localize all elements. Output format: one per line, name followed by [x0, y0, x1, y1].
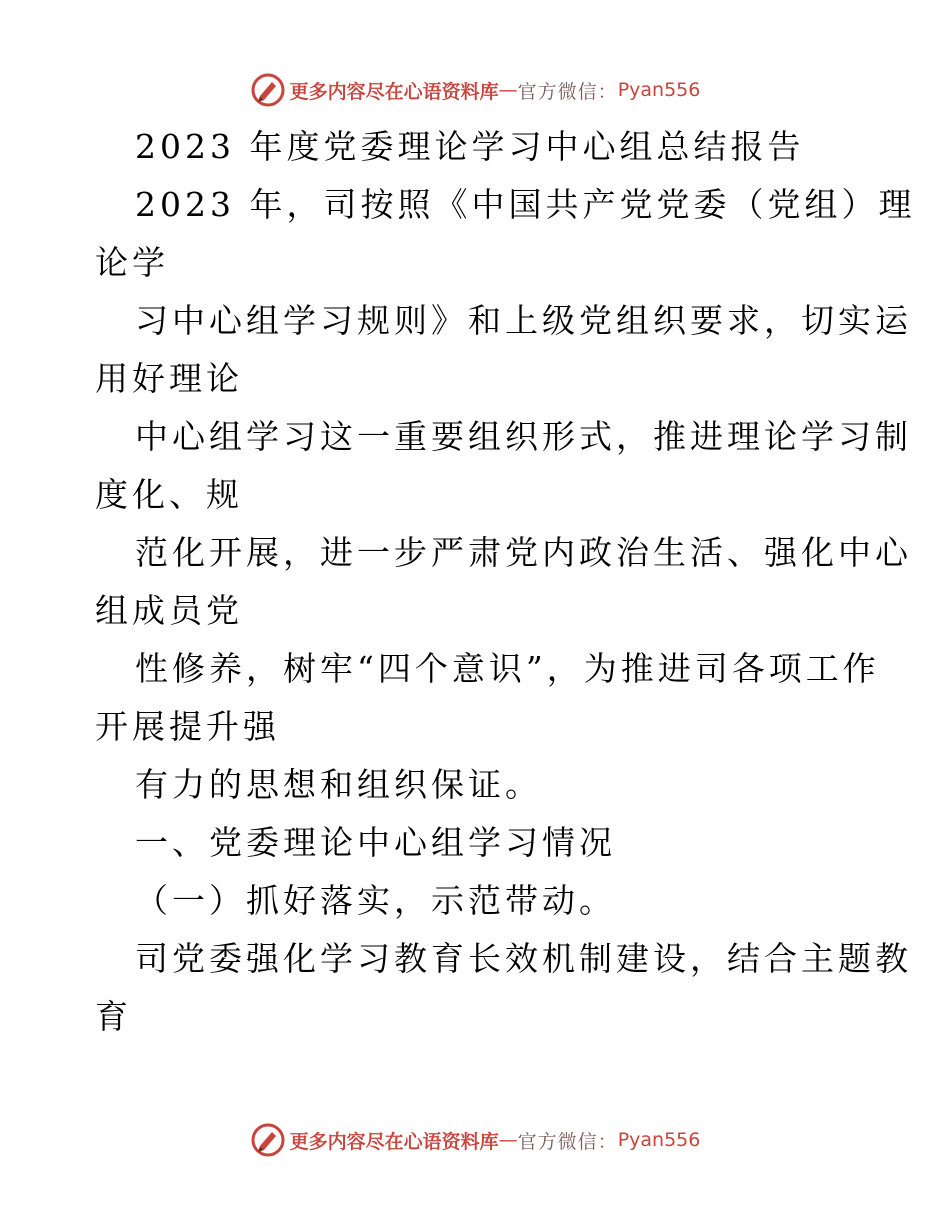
text-line: 有力的思想和组织保证。	[135, 765, 542, 804]
text-line: 组成员党	[95, 591, 243, 630]
watermark-dash: —	[498, 79, 518, 101]
watermark-wechat-label: 官方微信：	[517, 1130, 618, 1153]
watermark-site-text: 更多内容尽在心语资料库	[289, 80, 499, 103]
text-line: 育	[95, 997, 132, 1036]
document-body	[95, 118, 916, 1046]
text-line: 度化、规	[95, 475, 243, 514]
watermark-site-text: 更多内容尽在心语资料库	[289, 1130, 499, 1153]
pen-logo-icon	[250, 72, 286, 108]
text-line: 司党委强化学习教育长效机制建设，结合主题教	[135, 939, 912, 978]
text-line: 习中心组学习规则》和上级党组织要求，切实运	[135, 301, 912, 340]
section-heading: 一、党委理论中心组学习情况	[135, 823, 616, 862]
pen-logo-icon	[250, 1122, 286, 1158]
watermark-wechat-id: Pyan556	[617, 79, 701, 101]
text-line: 用好理论	[95, 359, 243, 398]
watermark-wechat-label: 官方微信：	[517, 80, 618, 103]
watermark-wechat-id: Pyan556	[617, 1129, 701, 1151]
text-line: 2023 年，司按照《中国共产党党委（党组）理	[135, 185, 916, 224]
header-watermark	[0, 70, 950, 110]
watermark-dash: —	[498, 1129, 518, 1151]
text-line: 范化开展，进一步严肃党内政治生活、强化中心	[135, 533, 912, 572]
text-line: 开展提升强	[95, 707, 280, 746]
document-title: 2023 年度党委理论学习中心组总结报告	[135, 127, 805, 166]
text-line: 论学	[95, 243, 169, 282]
text-line: 中心组学习这一重要组织形式，推进理论学习制	[135, 417, 912, 456]
text-line: 性修养，树牢“四个意识”，为推进司各项工作	[135, 649, 880, 688]
footer-watermark	[0, 1120, 950, 1160]
subsection-heading: （一）抓好落实，示范带动。	[135, 881, 616, 920]
